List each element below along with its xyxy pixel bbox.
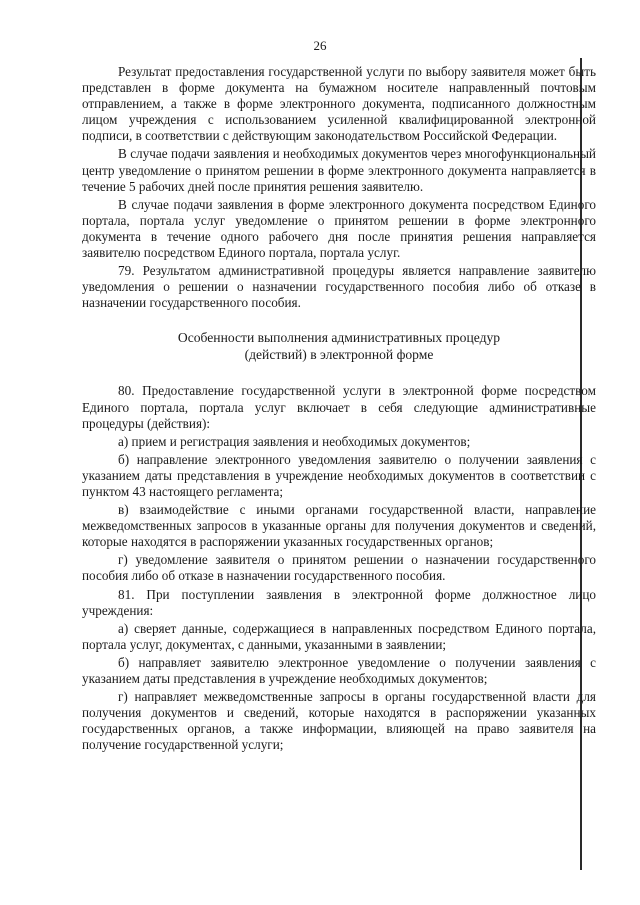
list-item-81a: а) сверяет данные, содержащиеся в направленных посредством Единого портала, портала услуг, документах, с данными, указанными в заявлении; <box>82 620 596 652</box>
page-number: 26 <box>313 38 327 53</box>
paragraph-81: 81. При поступлении заявления в электронной форме должностное лицо учреждения: <box>82 586 596 618</box>
list-item-80b: б) направление электронного уведомления заявителю о получении заявления с указанием даты представления в учреждение необходимых документов в соответствии с пунктом 43 настоящего регламента; <box>82 451 596 499</box>
paragraph-79: 79. Результатом административной процедуры является направление заявителю уведомления о решении о назначении государственного пособия либо об отказе в назначении государственного пособия. <box>82 263 596 311</box>
document-body <box>82 64 596 753</box>
section-heading-line2: (действий) в электронной форме <box>244 347 434 363</box>
list-item-80c: в) взаимодействие с иными органами государственной власти, направление межведомственных запросов в указанные органы для получения документов и сведений, которые находятся в распоряжении указанных государственных органов; <box>82 502 596 550</box>
paragraph-80: 80. Предоставление государственной услуги в электронной форме посредством Единого портала, портала услуг включает в себя следующие административные процедуры (действия): <box>82 383 596 431</box>
list-item-80a: а) прием и регистрация заявления и необходимых документов; <box>118 433 471 449</box>
paragraph-mfc-notice: В случае подачи заявления и необходимых документов через многофункциональный центр уведомление о принятом решении в форме электронного документа направляется в течение 5 рабочих дней после принятия решения заявителю. <box>82 146 596 194</box>
list-item-81g: г) направляет межведомственные запросы в органы государственной власти для получения документов и сведений, которые находятся в распоряжении указанных государственных органов, а также информации, влияющей на право заявителя на получение государственной услуги; <box>82 689 596 753</box>
section-heading-line1: Особенности выполнения административных процедур <box>177 330 501 346</box>
list-item-81b: б) направляет заявителю электронное уведомление о получении заявления с указанием даты представления в учреждение необходимых документов; <box>82 654 596 686</box>
section-heading <box>82 329 596 363</box>
list-item-80d: г) уведомление заявителя о принятом решении о назначении государственного пособия либо об отказе в назначении государственного пособия. <box>82 552 596 584</box>
paragraph-result-delivery: Результат предоставления государственной услуги по выбору заявителя может быть представлен в форме документа на бумажном носителе направленный почтовым отправлением, а также в форме электронного документа, подписанного должностным лицом учреждения с использованием усиленной квалифицированной электронной подписи, в соответствии с действующим законодательством Российской Федерации. <box>82 64 596 144</box>
paragraph-portal-notice: В случае подачи заявления в форме электронного документа посредством Единого портала, портала услуг уведомление о принятом решении в форме электронного документа в течение одного рабочего дня после принятия решения направляется заявителю посредством Единого портала, портала услуг. <box>82 196 596 261</box>
